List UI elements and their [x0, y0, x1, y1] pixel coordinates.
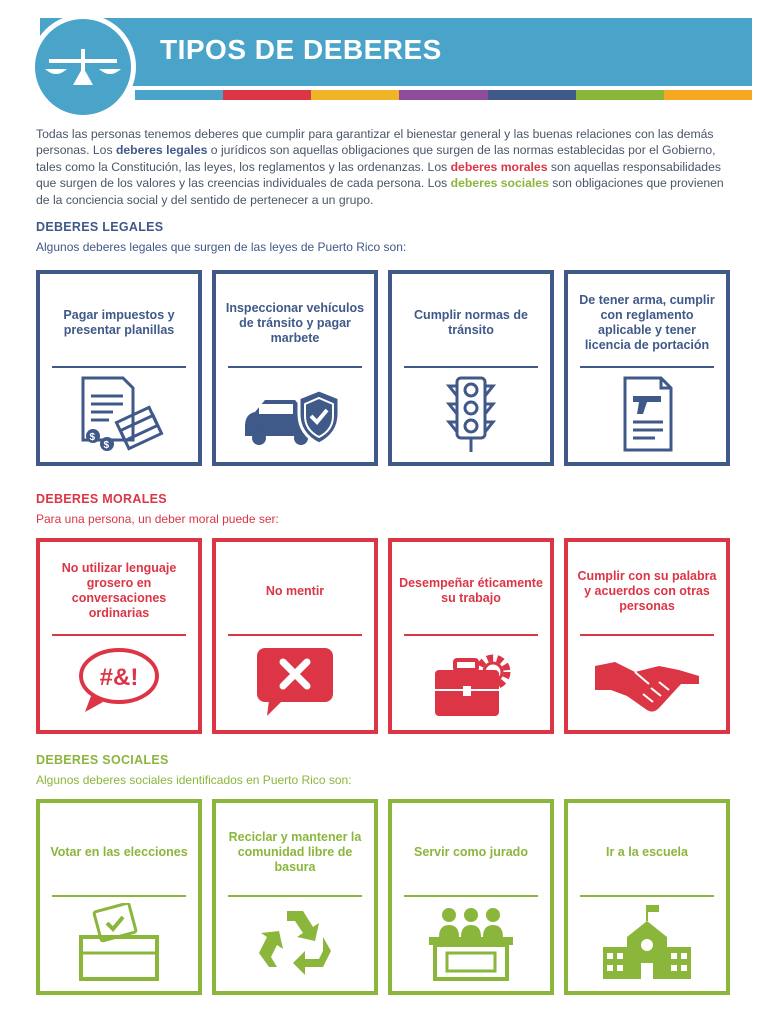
- svg-text:$: $: [89, 432, 96, 443]
- scale-icon: [35, 19, 131, 115]
- stripe: [399, 90, 487, 100]
- card-no-mentir: [212, 538, 378, 734]
- recycle-icon: [239, 903, 351, 985]
- section-subtitle: Para una persona, un deber moral puede ser:: [36, 512, 279, 526]
- card-label: No utilizar lenguaje grosero en conversaciones ordinarias: [61, 561, 177, 620]
- stripe: [223, 90, 311, 100]
- swear-glyph: #&!: [99, 664, 139, 691]
- section-subtitle: Algunos deberes sociales identificados en Puerto Rico son:: [36, 773, 352, 787]
- section-title: DEBERES MORALES: [36, 492, 167, 506]
- stripe: [664, 90, 752, 100]
- card-no-lenguaje-grosero: [36, 538, 202, 734]
- card-normas-transito: [388, 270, 554, 466]
- divider: [404, 366, 538, 368]
- car-shield-icon: [239, 374, 351, 456]
- divider: [404, 634, 538, 636]
- card-label: Cumplir con su palabra y acuerdos con otras personas: [577, 568, 717, 613]
- stripe: [311, 90, 399, 100]
- intro-text: Todas las personas tenemos deberes que cumplir para garantizar el bienestar general y las buenas relaciones con las demás personas. Los: [36, 127, 714, 158]
- ballot-box-icon: [63, 903, 175, 985]
- traffic-light-icon: [415, 374, 527, 456]
- card-label: Servir como jurado: [414, 844, 528, 859]
- header-circle: [30, 14, 136, 120]
- card-label: No mentir: [265, 583, 325, 598]
- speech-bubble-swear-icon: [63, 642, 175, 724]
- card-escuela: [564, 799, 730, 995]
- intro-paragraph: [36, 126, 736, 208]
- card-licencia-portacion: [564, 270, 730, 466]
- svg-text:$: $: [103, 440, 110, 451]
- school-icon: [591, 903, 703, 985]
- card-reciclar: [212, 799, 378, 995]
- section-subtitle: Algunos deberes legales que surgen de las leyes de Puerto Rico son:: [36, 240, 407, 254]
- intro-text: son obligaciones que provienen de la conciencia social y del sentido de pertenecer a un grupo.: [36, 176, 724, 207]
- card-desempenar-eticamente: [388, 538, 554, 734]
- divider: [228, 366, 362, 368]
- divider: [228, 895, 362, 897]
- section-title: DEBERES LEGALES: [36, 220, 164, 234]
- card-cumplir-palabra: [564, 538, 730, 734]
- handshake-icon: [591, 642, 703, 724]
- color-stripes: [135, 90, 752, 100]
- divider: [228, 634, 362, 636]
- header: [0, 0, 768, 110]
- divider: [404, 895, 538, 897]
- intro-text: o jurídicos son aquellas obligaciones que surgen de las normas establecidas por el Gobierno, tales como la Constitución, las leyes, los reglamentos y las ordenanzas. Los: [36, 143, 716, 174]
- tax-document-money-icon: [63, 374, 175, 456]
- highlight-legal: deberes legales: [115, 143, 208, 158]
- card-label: Desempeñar éticamente su trabajo: [399, 576, 543, 605]
- card-label: De tener arma, cumplir con reglamento aplicable y tener licencia de portación: [579, 293, 715, 352]
- card-jurado: [388, 799, 554, 995]
- divider: [580, 895, 714, 897]
- divider: [580, 634, 714, 636]
- highlight-moral: deberes morales: [450, 159, 548, 174]
- divider: [580, 366, 714, 368]
- page-title: TIPOS DE DEBERES: [160, 34, 442, 65]
- divider: [52, 895, 186, 897]
- jury-icon: [415, 903, 527, 985]
- card-label: Ir a la escuela: [605, 844, 688, 859]
- stripe: [135, 90, 223, 100]
- stripe: [488, 90, 576, 100]
- divider: [52, 366, 186, 368]
- card-label: Votar en las elecciones: [50, 844, 188, 859]
- gun-license-icon: [591, 374, 703, 456]
- divider: [52, 634, 186, 636]
- card-label: Pagar impuestos y presentar planillas: [63, 308, 175, 337]
- speech-bubble-x-icon: [239, 642, 351, 724]
- card-inspeccionar-vehiculos: [212, 270, 378, 466]
- card-votar: [36, 799, 202, 995]
- card-label: Cumplir normas de tránsito: [414, 308, 528, 337]
- briefcase-gear-icon: [415, 642, 527, 724]
- card-label: Reciclar y mantener la comunidad libre de basura: [228, 829, 362, 874]
- card-pagar-impuestos: [36, 270, 202, 466]
- highlight-social: deberes sociales: [450, 176, 549, 191]
- section-title: DEBERES SOCIALES: [36, 753, 169, 767]
- stripe: [576, 90, 664, 100]
- intro-text: son aquellas responsabilidades que surgen de los valores y las creencias individuales de cada persona. Los: [36, 159, 721, 191]
- card-label: Inspeccionar vehículos de tránsito y pagar marbete: [225, 300, 365, 345]
